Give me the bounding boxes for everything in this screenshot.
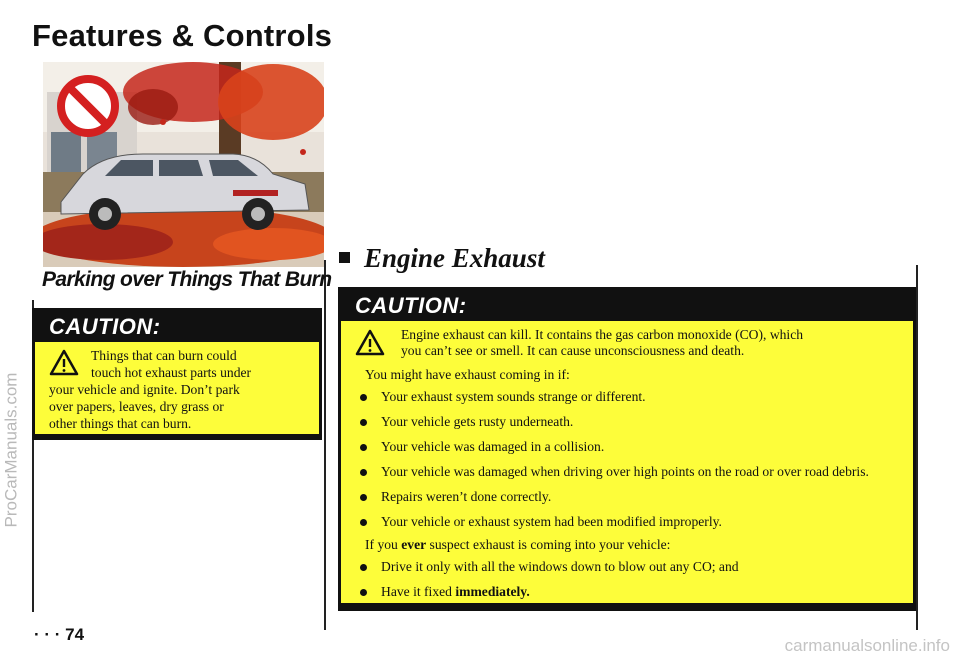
suspect-text: suspect exhaust is coming into your vehicle: (426, 537, 671, 552)
left-caution-line: touch hot exhaust parts under (91, 365, 252, 380)
left-caution-line: your vehicle and ignite. Don’t park (49, 382, 240, 397)
suspect-text: If you (365, 537, 402, 552)
left-caution-box (32, 308, 322, 440)
right-caution-lead-line: you can’t see or smell. It can cause unconsciousness and death. (401, 343, 745, 358)
warning-triangle-icon (49, 349, 79, 376)
right-caution-lead-line: Engine exhaust can kill. It contains the gas carbon monoxide (CO), which (401, 327, 804, 342)
bullet-square-icon (339, 252, 350, 263)
right-caution-suspect (365, 537, 903, 553)
section-heading-text: Engine Exhaust (364, 243, 545, 273)
left-caution-line: other things that can burn. (49, 416, 192, 431)
right-column-rule-left (324, 260, 326, 630)
side-watermark (1, 240, 21, 660)
page-title: Features & Controls (32, 18, 333, 53)
warning-triangle-icon (355, 329, 385, 356)
list-item (377, 584, 903, 600)
right-column-rule-right (916, 265, 918, 630)
parking-illustration (43, 62, 324, 267)
left-caution-line: Things that can burn could (91, 348, 237, 363)
right-caution-intro: You might have exhaust coming in if: (365, 367, 570, 382)
fix-text: Have it fixed (381, 584, 456, 599)
exhaust-action-list (377, 559, 903, 600)
section-heading-engine-exhaust (339, 243, 545, 274)
list-item: Drive it only with all the windows down to blow out any CO; and (377, 559, 903, 575)
list-item: Your vehicle was damaged in a collision. (377, 439, 903, 455)
right-caution-body (341, 321, 913, 603)
list-item: Repairs weren’t done correctly. (377, 489, 903, 505)
bottom-watermark: carmanualsonline.info (784, 636, 950, 655)
left-caution-header: CAUTION: (49, 314, 161, 339)
list-item: Your vehicle was damaged when driving over high points on the road or over road debris. (377, 464, 903, 480)
right-caution-header: CAUTION: (355, 293, 467, 318)
list-item: Your exhaust system sounds strange or different. (377, 389, 903, 405)
page-number: · · · 74 (34, 625, 85, 644)
left-caution-body (35, 342, 319, 434)
list-item: Your vehicle or exhaust system had been modified improperly. (377, 514, 903, 530)
fix-emphasis: immediately. (455, 584, 530, 599)
suspect-emphasis: ever (401, 537, 427, 552)
left-caution-line: over papers, leaves, dry grass or (49, 399, 224, 414)
side-watermark-text: ProCarManuals.com (1, 372, 21, 528)
right-caution-box (338, 287, 916, 611)
prohibition-sign-icon (56, 74, 120, 138)
list-item: Your vehicle gets rusty underneath. (377, 414, 903, 430)
exhaust-symptom-list (377, 389, 903, 530)
left-section-caption: Parking over Things That Burn (42, 268, 332, 291)
